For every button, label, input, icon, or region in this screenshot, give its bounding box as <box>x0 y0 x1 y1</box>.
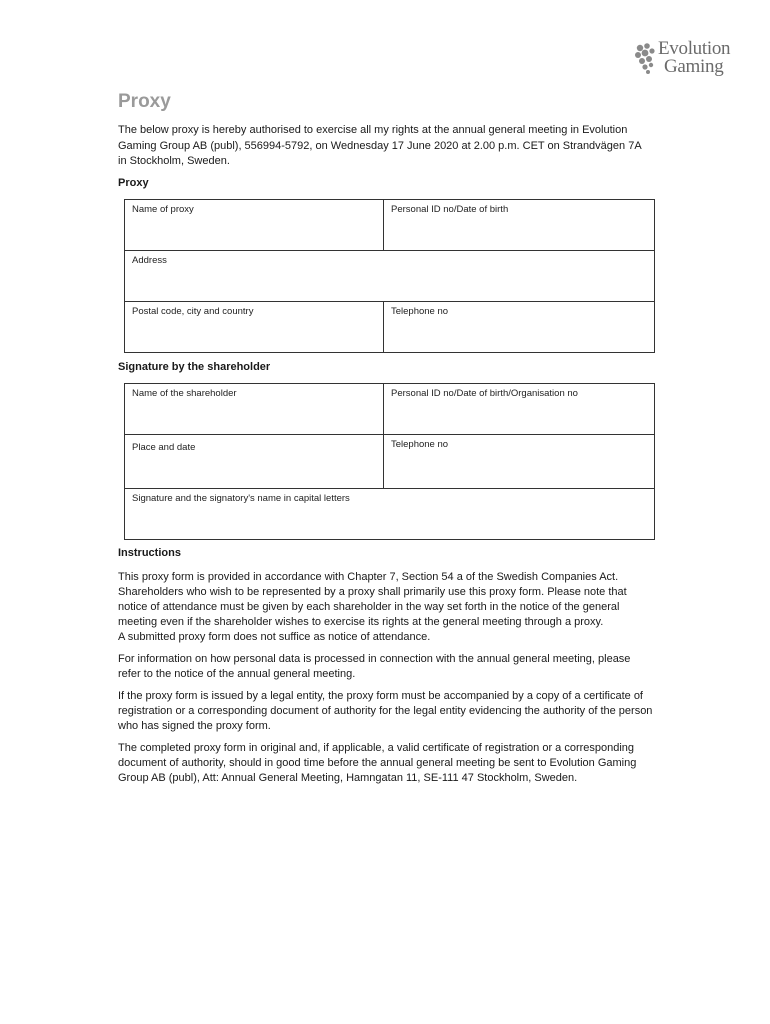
instructions-heading: Instructions <box>118 547 181 559</box>
signature-field[interactable]: Signature and the signatory's name in capital letters <box>125 489 655 540</box>
instructions-paragraph-1 <box>118 570 654 645</box>
signature-form-table <box>124 383 655 540</box>
proxy-address-field[interactable]: Address <box>125 251 655 302</box>
instructions-paragraph-3: If the proxy form is issued by a legal entity, the proxy form must be accompanied by a copy of a certificate of registration or a corresponding document of authority for the legal entity evidencing the authority of the person who has signed the proxy form. <box>118 690 653 732</box>
evolution-logo-icon <box>632 42 658 78</box>
logo-line-2: Gaming <box>664 56 724 77</box>
instructions-paragraph-2: For information on how personal data is processed in connection with the annual general meeting, please refer to the notice of the annual general meeting. <box>118 653 631 680</box>
proxy-form-table <box>124 199 655 353</box>
shareholder-personal-id-field[interactable]: Personal ID no/Date of birth/Organisation no <box>384 384 655 435</box>
proxy-postal-field[interactable]: Postal code, city and country <box>125 302 384 353</box>
shareholder-telephone-field[interactable]: Telephone no <box>384 435 655 489</box>
instructions-p1-note: A submitted proxy form does not suffice as notice of attendance. <box>118 631 431 643</box>
instructions-body <box>118 570 654 793</box>
name-of-proxy-field[interactable]: Name of proxy <box>125 200 384 251</box>
signature-section-heading: Signature by the shareholder <box>118 361 271 373</box>
instructions-p1-text: This proxy form is provided in accordance with Chapter 7, Section 54 a of the Swedish Companies Act. Shareholders who wish to be represented by a proxy shall primarily use this proxy form. Please note that notice of attendance must be given by each shareholder in the way set forth in the notice of the general meeting even if the shareholder wishes to exercise its rights at the general meeting through a proxy. <box>118 571 627 628</box>
instructions-paragraph-4: The completed proxy form in original and, if applicable, a valid certificate of registration or a corresponding document of authority, should in good time before the annual general meeting be sent to Evolution Gaming Group AB (publ), Att: Annual General Meeting, Hamngatan 11, SE-111 47 Stockholm, Sweden. <box>118 742 637 784</box>
intro-paragraph: The below proxy is hereby authorised to exercise all my rights at the annual general meeting in Evolution Gaming Group AB (publ), 556994-5792, on Wednesday 17 June 2020 at 2.00 p.m. CET on Strandvägen 7A in Stockholm, Sweden. <box>118 124 642 167</box>
place-and-date-field[interactable]: Place and date <box>125 435 384 489</box>
proxy-section-heading: Proxy <box>118 177 149 189</box>
page-title: Proxy <box>118 91 171 112</box>
logo-line-1: Evolution <box>658 38 731 59</box>
proxy-telephone-field[interactable]: Telephone no <box>384 302 655 353</box>
logo-wordmark <box>658 40 730 76</box>
proxy-personal-id-field[interactable]: Personal ID no/Date of birth <box>384 200 655 251</box>
evolution-gaming-logo <box>632 40 742 82</box>
shareholder-name-field[interactable]: Name of the shareholder <box>125 384 384 435</box>
